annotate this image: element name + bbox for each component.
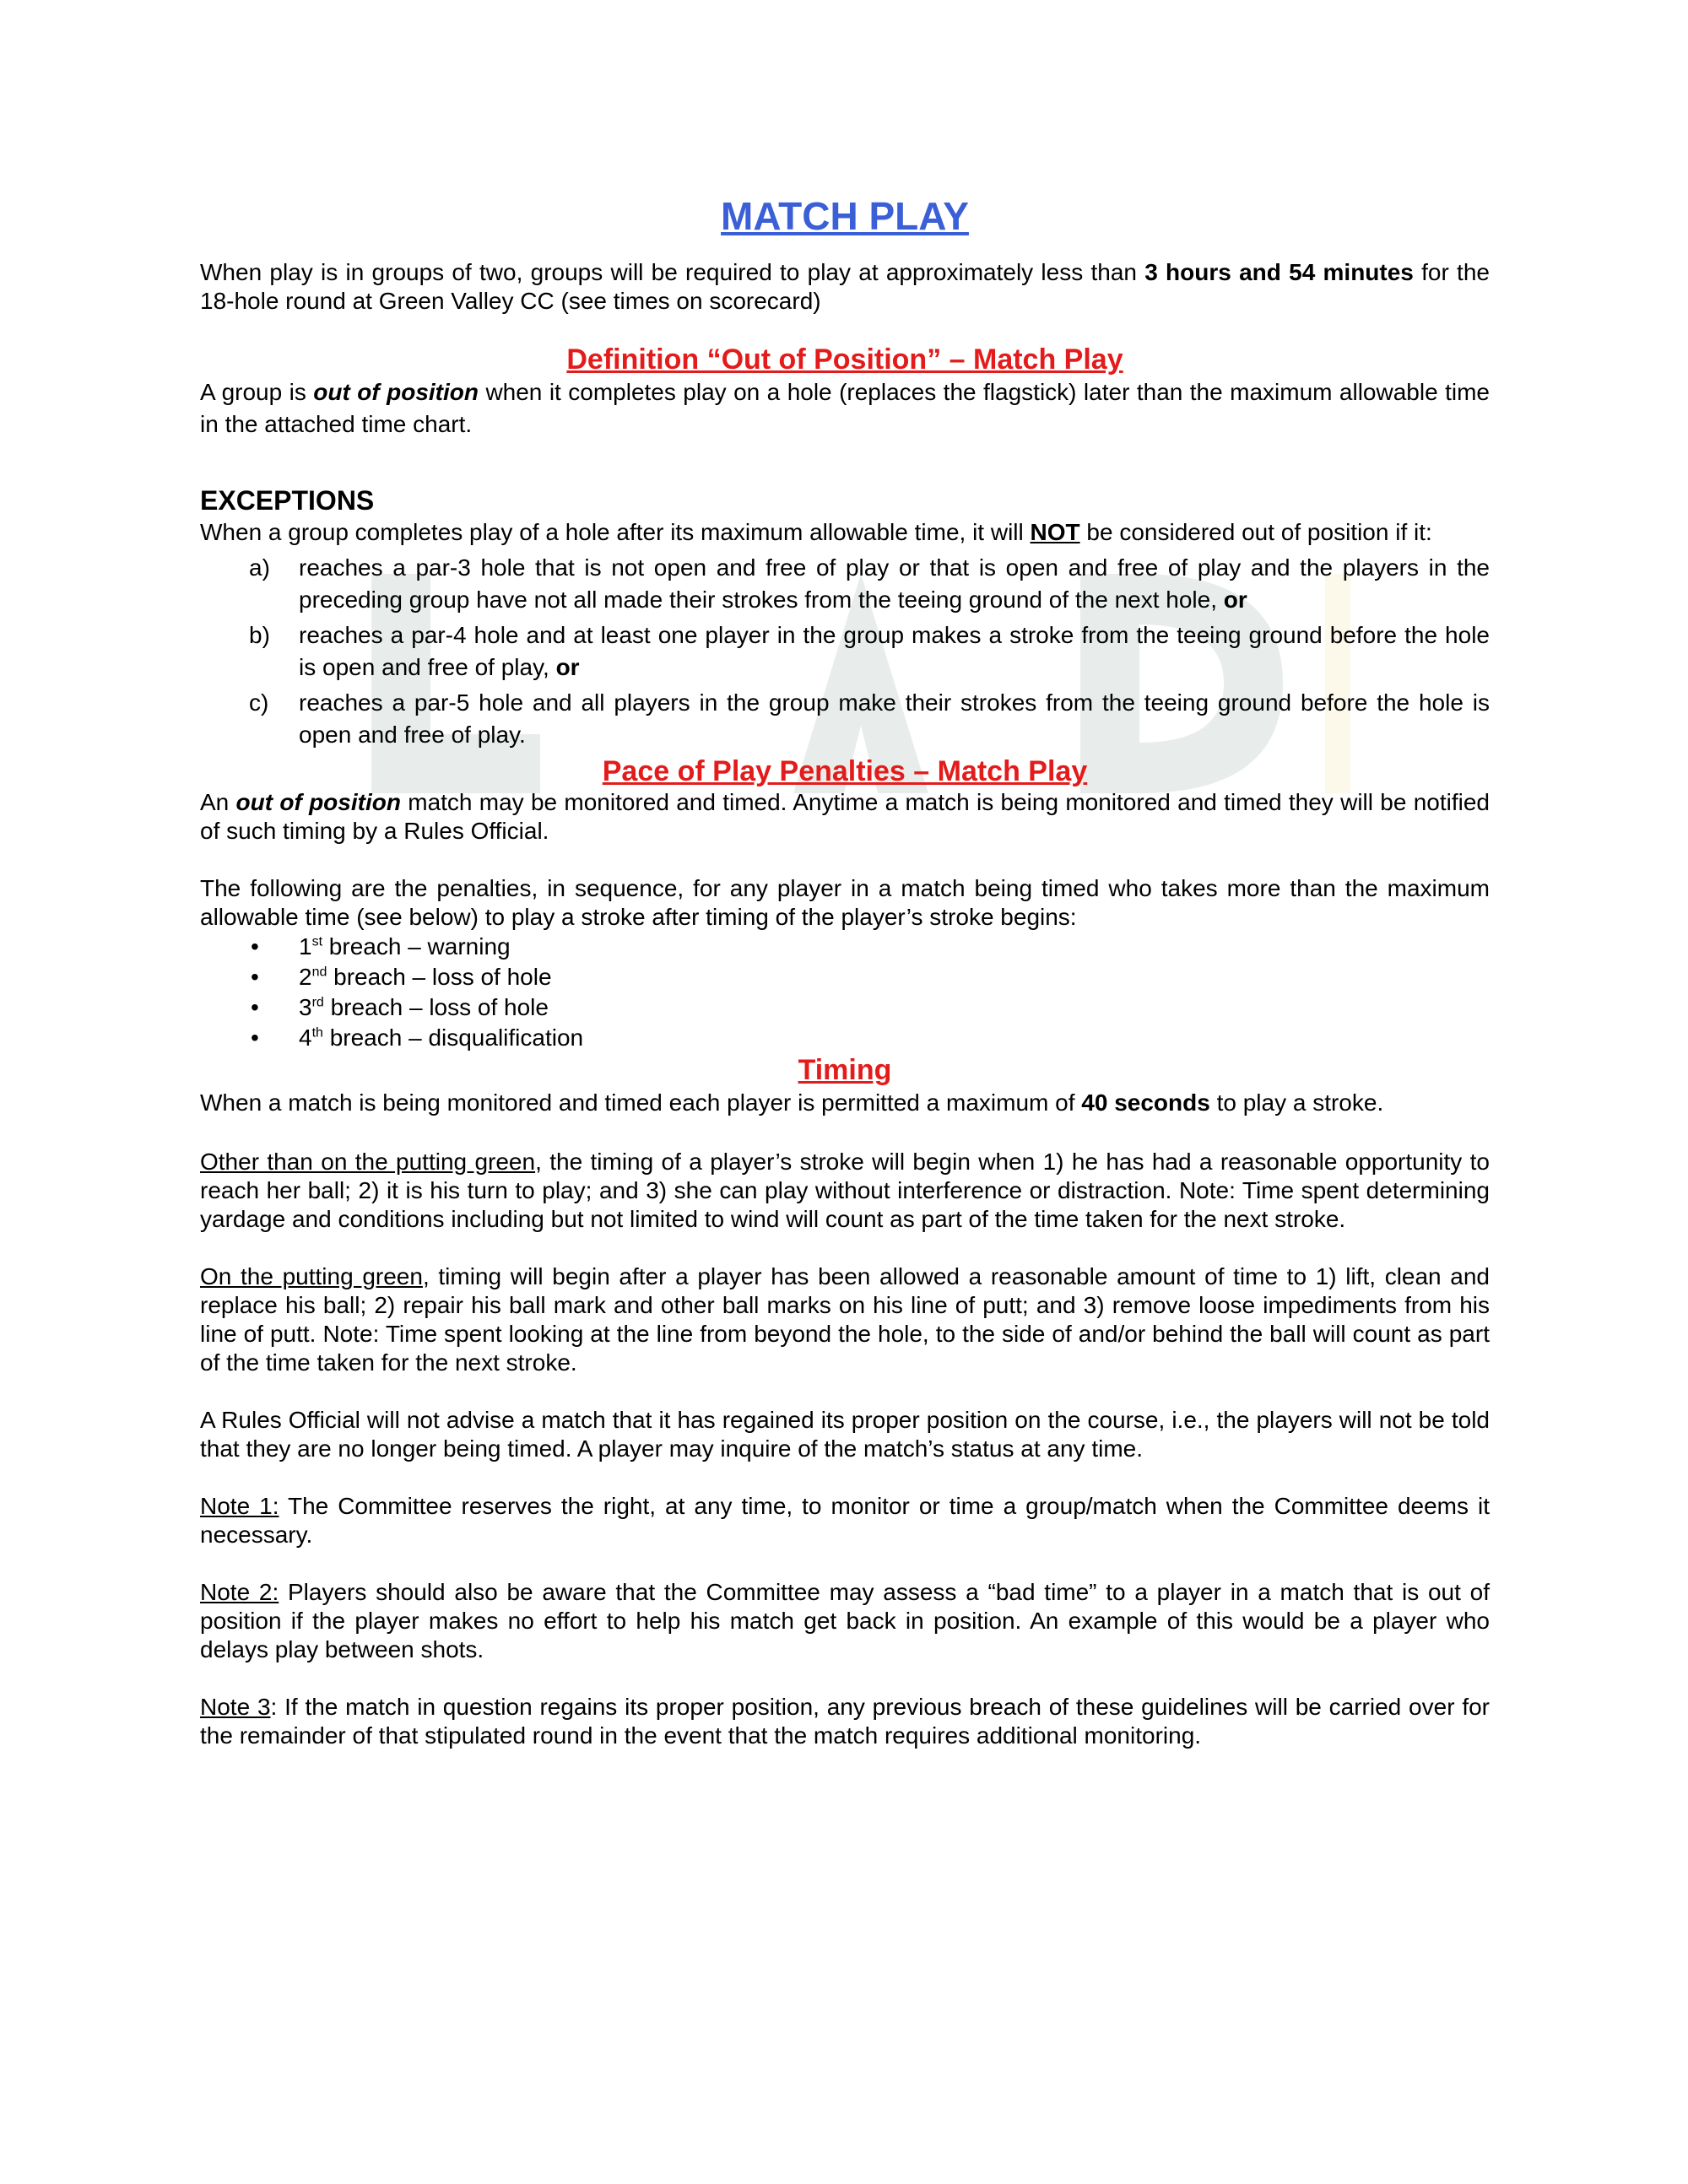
timing-on-green-text: , timing will begin after a player has been allowed a reasonable amount of time to 1) lift, clean and replace his ball; 2) repair his ball mark and other ball marks on his line of putt; and 3) remove loose impediments from his line of putt. Note: Time spent looking at the line from beyond the hole, to the side of and/or behind the ball will count as part of the time taken for the next stroke.: [200, 1263, 1491, 1376]
note-text: Players should also be aware that the Committee may assess a “bad time” to a player in a match that is out of position if the player makes no effort to help his match get back in position. An example of this would be a player who delays play between shots.: [200, 1579, 1490, 1662]
bullet-icon: •: [251, 994, 259, 1020]
timing-heading: Timing: [798, 1054, 892, 1086]
list-item: [200, 619, 1490, 684]
breach-number: 1: [299, 933, 312, 960]
breach-text: breach – loss of hole: [327, 964, 552, 990]
bullet-icon: •: [251, 964, 259, 990]
penalties-paragraph-1: [200, 788, 1490, 846]
list-marker: b): [249, 622, 270, 648]
definition-heading: Definition “Out of Position” – Match Play: [566, 343, 1123, 376]
breach-suffix: nd: [311, 965, 327, 980]
exceptions-heading: EXCEPTIONS: [200, 485, 375, 516]
penalties-text-2: match may be monitored and timed. Anytime a match is being monitored and timed they will be notified of such timing by a Rules Official.: [200, 789, 1490, 844]
breach-suffix: th: [311, 1025, 323, 1041]
note-label: Note 2:: [200, 1579, 279, 1605]
note-2: [200, 1578, 1490, 1664]
bullet-icon: •: [251, 933, 259, 960]
list-item-text: reaches a par-3 hole that is not open and free of play or that is open and free of play and the players in the preceding group have not all made their strokes from the teeing ground of the next hole,: [299, 554, 1490, 613]
list-item-or: or: [555, 654, 580, 680]
intro-time: 3 hours and 54 minutes: [1144, 259, 1414, 285]
list-item-or: or: [1223, 587, 1247, 613]
timing-on-green-label: On the putting green: [200, 1263, 423, 1289]
list-item: [200, 552, 1490, 616]
exceptions-text-2: be considered out of position if it:: [1079, 519, 1432, 545]
penalties-heading: Pace of Play Penalties – Match Play: [602, 755, 1088, 787]
note-label: Note 1:: [200, 1493, 279, 1519]
timing-paragraph-3: [200, 1262, 1490, 1377]
list-marker: c): [249, 689, 269, 716]
timing-off-green-text: , the timing of a player’s stroke will begin when 1) he has had a reasonable opportunity to reach her ball; 2) it is his turn to play; and 3) she can play without interference or distraction. Note: Time spent determining yardage and conditions including but not limited to wind will count as part of the time taken for the next stroke.: [200, 1149, 1491, 1232]
note-3: [200, 1693, 1490, 1750]
breach-number: 3: [299, 994, 312, 1020]
timing-paragraph-1: [200, 1087, 1490, 1119]
penalties-paragraph-2: The following are the penalties, in sequence, for any player in a match being timed who takes more than the maximum allowable time (see below) to play a stroke after timing of the player’s stroke begins:: [200, 875, 1490, 930]
exceptions-text-1: When a group completes play of a hole after its maximum allowable time, it will: [200, 519, 1031, 545]
timing-text-1: When a match is being monitored and timed each player is permitted a maximum of: [200, 1089, 1082, 1116]
exceptions-intro: [200, 516, 1490, 549]
list-item: [200, 932, 1490, 962]
intro-paragraph: [200, 258, 1490, 316]
note-1: [200, 1492, 1490, 1549]
definition-paragraph: [200, 376, 1490, 441]
page-title: MATCH PLAY: [721, 194, 969, 238]
list-item: [200, 687, 1490, 751]
breach-suffix: st: [311, 934, 323, 949]
intro-text-2: for the 18-hole round at Green Valley CC (see times on scorecard): [200, 259, 1490, 314]
intro-text-1: When play is in groups of two, groups will be required to play at approximately less than: [200, 259, 1145, 285]
timing-seconds: 40 seconds: [1081, 1089, 1210, 1116]
note-label: Note 3: [200, 1694, 271, 1720]
breach-number: 2: [299, 964, 312, 990]
note-text: : If the match in question regains its proper position, any previous breach of these guidelines will be carried over for the remainder of that stipulated round in the event that the match requires additional monitoring.: [200, 1694, 1490, 1749]
exceptions-list: [200, 552, 1490, 751]
penalties-list: [200, 932, 1490, 1053]
breach-text: breach – warning: [322, 933, 511, 960]
list-item: [200, 962, 1490, 992]
list-item-text: reaches a par-5 hole and all players in the group make their strokes from the teeing ground before the hole is open and free of play.: [299, 689, 1490, 748]
breach-text: breach – disqualification: [322, 1024, 584, 1051]
timing-paragraph-4: A Rules Official will not advise a match that it has regained its proper position on the course, i.e., the players will not be told that they are no longer being timed. A player may inquire of the match’s status at any time.: [200, 1407, 1490, 1462]
penalties-em: out of position: [235, 789, 401, 815]
breach-text: breach – loss of hole: [323, 994, 549, 1020]
list-item: [200, 992, 1490, 1023]
definition-em: out of position: [313, 379, 479, 405]
definition-text-2: when it completes play on a hole (replaces the flagstick) later than the maximum allowable time in the attached time chart.: [200, 379, 1490, 437]
list-item: [200, 1023, 1490, 1053]
exceptions-not: NOT: [1030, 519, 1080, 545]
timing-text-2: to play a stroke.: [1209, 1089, 1384, 1116]
timing-off-green-label: Other than on the putting green: [200, 1149, 536, 1175]
document-body: [200, 192, 1490, 1750]
timing-paragraph-2: [200, 1148, 1490, 1234]
list-marker: a): [249, 554, 270, 581]
penalties-text-1: An: [200, 789, 236, 815]
breach-number: 4: [299, 1024, 312, 1051]
definition-text-1: A group is: [200, 379, 314, 405]
note-text: The Committee reserves the right, at any time, to monitor or time a group/match when the Committee deems it necessary.: [200, 1493, 1490, 1548]
bullet-icon: •: [251, 1024, 259, 1051]
breach-suffix: rd: [311, 995, 324, 1010]
list-item-text: reaches a par-4 hole and at least one player in the group makes a stroke from the teeing ground before the hole is open and free of play,: [299, 622, 1490, 680]
